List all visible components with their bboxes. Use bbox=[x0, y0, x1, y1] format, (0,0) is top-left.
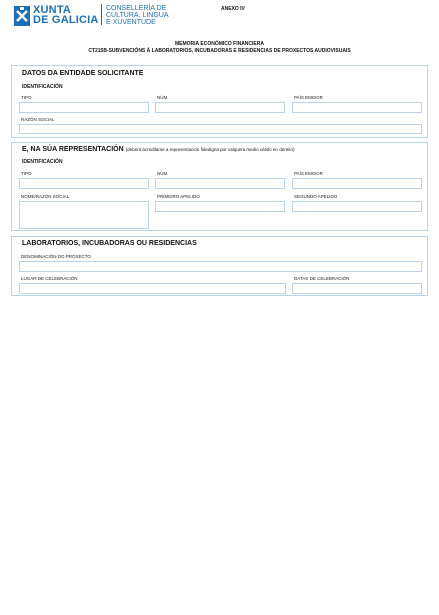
department-name: CONSELLERÍA DE CULTURA, LINGUA E XUVENTUDE bbox=[106, 5, 169, 26]
tipo-label: TIPO bbox=[21, 171, 32, 176]
document-subtitle: CT215B-SUBVENCIÓNS Á LABORATORIOS, INCUBADORAS E RESIDENCIAS DE PROXECTOS AUDIOVISUAIS bbox=[88, 48, 351, 54]
identification-title: IDENTIFICACIÓN bbox=[22, 159, 63, 165]
section-title: LABORATORIOS, INCUBADORAS OU RESIDENCIAS bbox=[22, 240, 197, 247]
primeiro-apelido-input[interactable] bbox=[155, 201, 285, 212]
pais-emisor-label: PAÍS EMISOR bbox=[294, 171, 323, 176]
section-title: E, NA SÚA REPRESENTACIÓN (deberá acreditarse a representación fidedigna por calquera medio válido en dereito) bbox=[22, 146, 295, 153]
xunta-emblem-icon bbox=[14, 6, 30, 26]
denominacion-input[interactable] bbox=[19, 261, 422, 272]
segundo-apelido-input[interactable] bbox=[292, 201, 422, 212]
razon-social-input[interactable] bbox=[19, 124, 422, 134]
lugar-input[interactable] bbox=[19, 283, 286, 294]
annex-label: ANEXO IV bbox=[221, 6, 245, 12]
logo-divider bbox=[101, 4, 102, 25]
num-input[interactable] bbox=[155, 178, 285, 189]
section-title: DATOS DA ENTIDADE SOLICITANTE bbox=[22, 70, 144, 77]
lugar-label: LUGAR DE CELEBRACIÓN bbox=[21, 276, 78, 281]
pais-emisor-input[interactable] bbox=[292, 178, 422, 189]
num-input[interactable] bbox=[155, 102, 285, 113]
section-representation bbox=[11, 142, 428, 231]
identification-title: IDENTIFICACIÓN bbox=[22, 84, 63, 90]
denominacion-label: DENOMINACIÓN DO PROXECTO bbox=[21, 254, 91, 259]
tipo-label: TIPO bbox=[21, 95, 32, 100]
tipo-input[interactable] bbox=[19, 178, 149, 189]
logo-line-1: XUNTA bbox=[33, 4, 72, 16]
primeiro-apelido-label: PRIMEIRO APELIDO bbox=[157, 194, 200, 199]
tipo-input[interactable] bbox=[19, 102, 149, 113]
section-labs bbox=[11, 236, 428, 296]
section-applicant bbox=[11, 65, 428, 138]
datas-input[interactable] bbox=[292, 283, 422, 294]
datas-label: DATAS DE CELEBRACIÓN bbox=[294, 276, 350, 281]
xunta-logo bbox=[14, 5, 99, 26]
pais-emisor-label: PAÍS EMISOR bbox=[294, 95, 323, 100]
document-title: MEMORIA ECONÓMICO FINANCIERA bbox=[175, 41, 264, 47]
num-label: NÚM. bbox=[157, 171, 169, 176]
nome-label: NOME/RAZÓN SOCIAL bbox=[21, 194, 70, 199]
section-note: (deberá acreditarse a representación fidedigna por calquera medio válido en dereito) bbox=[125, 147, 295, 152]
nome-input[interactable] bbox=[19, 201, 149, 229]
logo-line-2: DE GALICIA bbox=[33, 14, 99, 26]
segundo-apelido-label: SEGUNDO APELIDO bbox=[294, 194, 338, 199]
num-label: NÚM. bbox=[157, 95, 169, 100]
razon-social-label: RAZÓN SOCIAL bbox=[21, 117, 55, 122]
pais-emisor-input[interactable] bbox=[292, 102, 422, 113]
